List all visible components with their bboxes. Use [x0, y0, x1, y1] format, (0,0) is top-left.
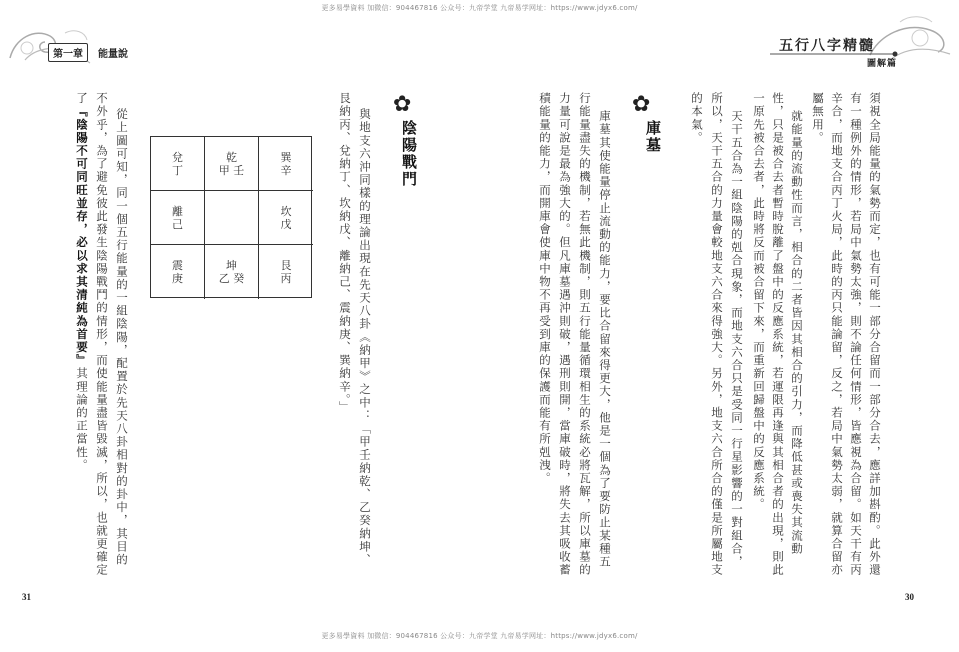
grid-cell-center	[205, 191, 259, 245]
heading-swirl-icon: ✿	[632, 92, 651, 117]
text-column: 須視全局能量的氣勢而定，也有可能一部分合留而一部分合去，應詳加斟酌。此外還	[868, 92, 882, 577]
grid-cell-xun: 巽 辛	[259, 137, 313, 191]
text-column: 積能量的能力，而開庫會使庫中物不再受到庫的保護而能有所剋洩。	[538, 92, 552, 485]
text-column: 從上圖可知，同一個五行能量的一組陰陽，配置於先天八卦相對的卦中，其目的	[115, 108, 129, 567]
grid-cell-kun: 坤 乙 癸	[205, 245, 259, 299]
text-column: 天干五合為一組陰陽的剋合現象，而地支六合只是受同一行星影響的一對組合，	[730, 110, 744, 569]
grid-cell-zhen: 震 庚	[151, 245, 205, 299]
text-column: 庫墓其使能量停止流動的能力，要比合留來得更大，他是一個為了要防止某種五	[598, 110, 612, 569]
text-column: 所以，天干五合的力量會較地支六合來得強大。另外，地支六合所合的僅是所屬地支	[710, 92, 724, 577]
text-column: 與地支六沖同樣的理論出現在先天八卦《納甲》之中：「甲壬納乾、乙癸納坤、	[358, 108, 372, 567]
text-column: 就能量的流動性而言，相合的二者皆因其相合的引力，而降低甚或喪失其流動	[790, 110, 804, 556]
emphasized-quote: 『陰陽不可同旺並存，必以求其清純為首要』	[75, 105, 89, 368]
text-column: 屬無用。	[811, 92, 825, 145]
text-column: 力量可說是最為強大的。但凡庫墓遇沖則破，遇刑則開，當庫破時，將失去其吸收蓄	[558, 92, 572, 577]
heading-swirl-icon: ✿	[393, 92, 412, 117]
grid-cell-gen: 艮 丙	[280, 259, 292, 285]
page-number-right: 30	[905, 592, 914, 602]
grid-cell-kan: 坎 戊	[259, 191, 313, 245]
text-column: 有一種例外的情形，若局中氣勢太強，則不論任何情形，皆應視為合留。如天干有丙	[849, 92, 863, 577]
chapter-badge: 第一章	[48, 43, 88, 62]
text-fragment: 其理論的正當性。	[75, 367, 89, 472]
grid-cell-qian: 乾 甲 壬	[205, 137, 259, 191]
text-column: 行能量盡失的機制，若無此機制，則五行能量循環相生的系統必將瓦解，所以庫墓的	[578, 92, 592, 577]
text-column	[75, 92, 89, 472]
text-column: 性，只是被合去者暫時脫離了盤中的反應系統，若運限再逢與其相合者的出現，則此	[771, 92, 785, 577]
book-subtitle: 圖解篇	[866, 59, 897, 69]
text-column: 辛合，而地支合丙丁火局，此時的丙只能論留，反之，若局中氣勢太弱，就算合留亦	[830, 92, 844, 577]
text-fragment: 了	[75, 92, 89, 106]
grid-cell-li: 離 己	[151, 191, 205, 245]
grid-cell-dui: 兌 丁	[151, 137, 205, 191]
page-number-left: 31	[22, 592, 31, 602]
text-column: 的本氣。	[690, 92, 704, 145]
text-column: 不外乎，為了避免彼此發生陰陽戰鬥的情形，而使能量盡皆毀滅，所以，也就更確定	[95, 92, 109, 577]
section-heading-kumu: 庫墓	[644, 120, 662, 154]
top-watermark: 更多易學資料 加微信：904467816 公众号：九帝学堂 九帝易学网址：https://www.jdyx6.com/	[321, 4, 638, 12]
bagua-najia-grid	[150, 136, 312, 298]
book-title: 五行八字精髓	[779, 38, 875, 54]
text-column: 艮納丙、兌納丁、坎納戊、離納己、震納庚、巽納辛。」	[338, 92, 352, 414]
text-column: 一原先被合去者，此時將反而被合留下來，而重新回歸盤中的反應系統。	[752, 92, 766, 512]
left-running-header	[48, 43, 128, 62]
section-heading-yinyang: 陰陽戰門	[400, 120, 418, 188]
chapter-title: 能量說	[98, 49, 128, 60]
bottom-watermark: 更多易學資料 加微信：904467816 公众号：九帝学堂 九帝易学网址：https://www.jdyx6.com/	[321, 632, 638, 640]
